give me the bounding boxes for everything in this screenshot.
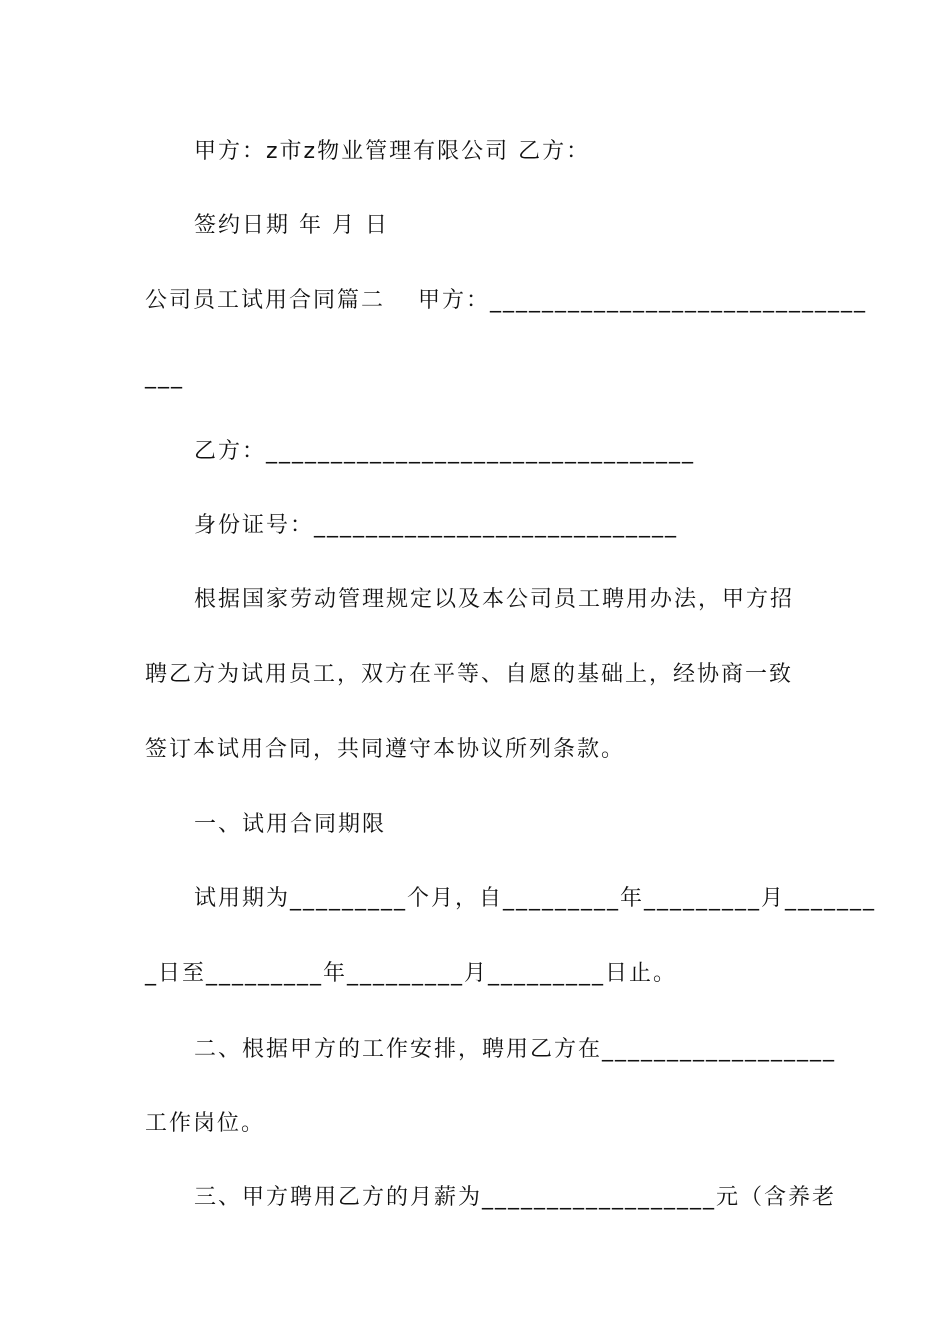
clause-2-line-2: 工作岗位。	[145, 1111, 266, 1136]
clause-2-line-1: 二、根据甲方的工作安排，聘用乙方在__________________	[194, 1037, 837, 1062]
party-a-b-line: 甲方：z市z物业管理有限公司 乙方：	[194, 139, 591, 164]
clause-1-heading: 一、试用合同期限	[194, 812, 387, 837]
id-number-line: 身份证号：____________________________	[194, 513, 679, 538]
trial-period-line-2: _日至_________年_________月_________日止。	[145, 961, 678, 986]
clause-3-line-1: 三、甲方聘用乙方的月薪为__________________元（含养老	[194, 1185, 837, 1210]
party-b-line: 乙方：_________________________________	[194, 439, 696, 464]
paragraph-line-2: 聘乙方为试用员工，双方在平等、自愿的基础上，经协商一致	[145, 662, 794, 687]
trial-period-line-1: 试用期为_________个月，自_________年_________月_______	[194, 886, 877, 911]
underline-continuation: ___	[145, 364, 184, 389]
signing-date-line: 签约日期 年 月 日	[194, 213, 389, 238]
paragraph-line-3: 签订本试用合同，共同遵守本协议所列条款。	[145, 737, 626, 762]
paragraph-line-1: 根据国家劳动管理规定以及本公司员工聘用办法，甲方招	[194, 587, 795, 612]
section-title-party-a: 公司员工试用合同篇二 甲方：_____________________________	[145, 288, 867, 313]
